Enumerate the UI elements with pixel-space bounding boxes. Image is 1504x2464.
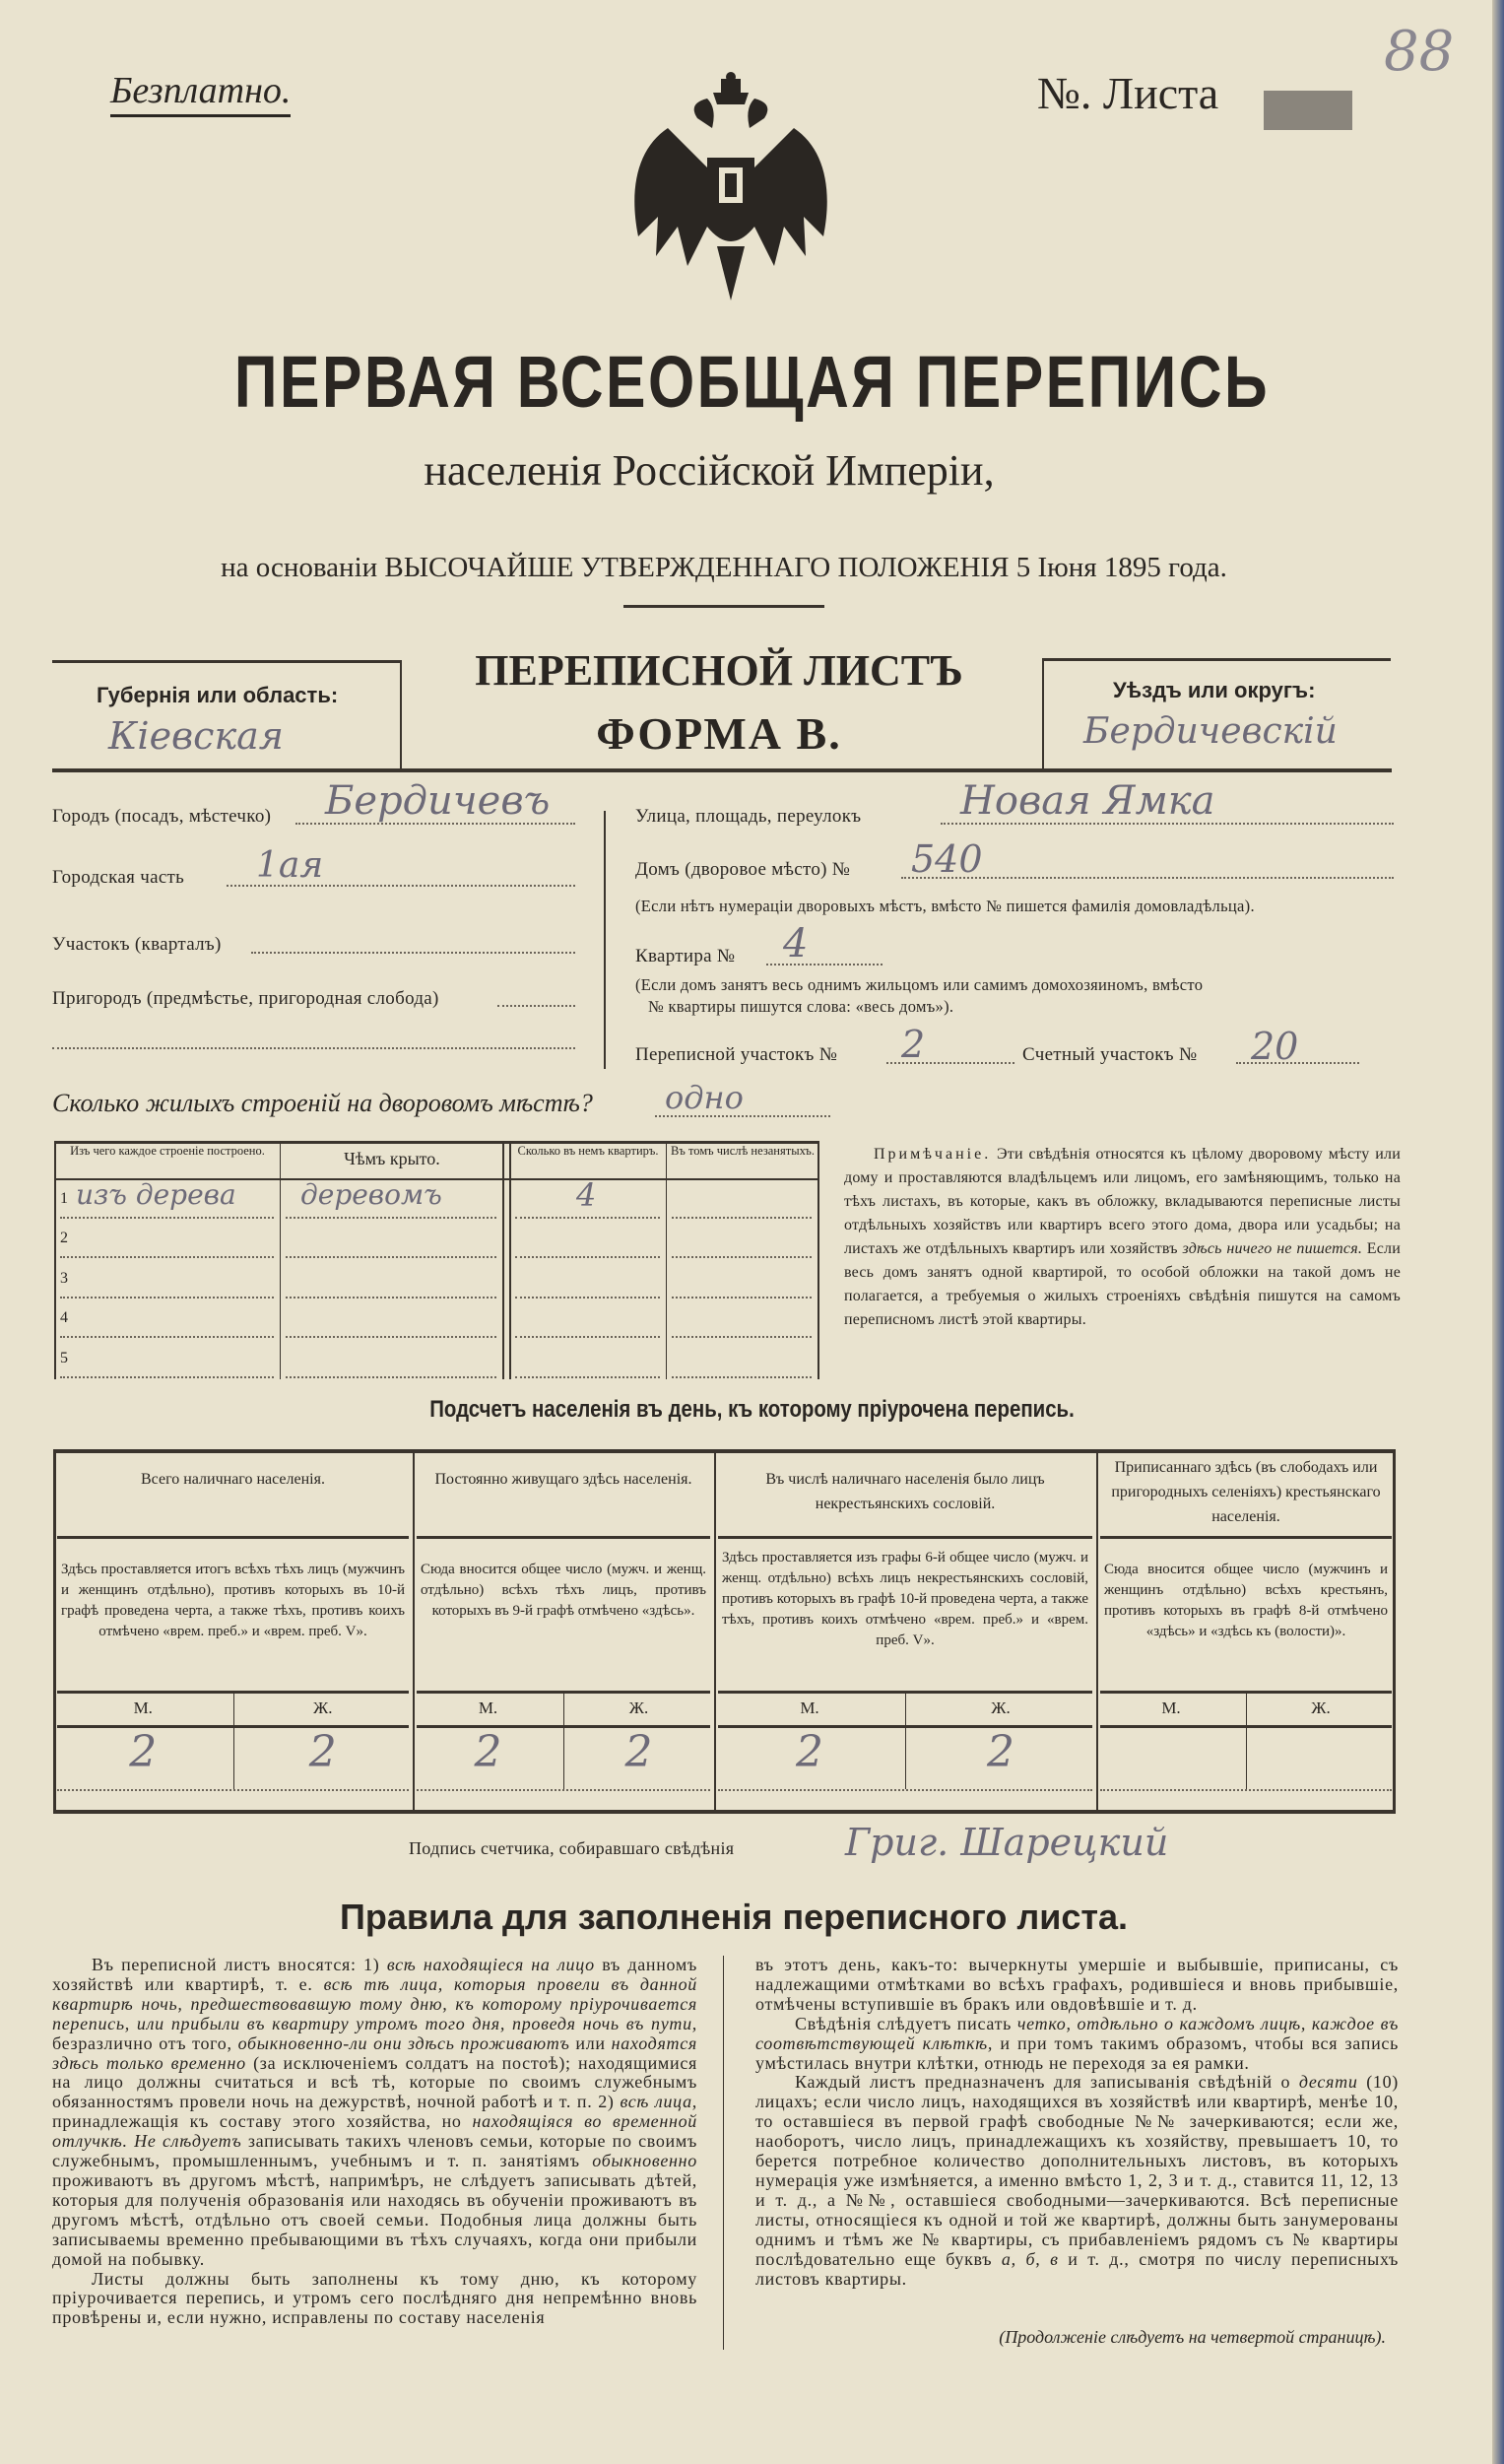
- table-row: [54, 1260, 819, 1299]
- free-label: Безплатно.: [110, 69, 291, 117]
- rules-text: Свѣдѣнія слѣдуетъ писать: [795, 2013, 1017, 2033]
- blank-field: [52, 1047, 575, 1049]
- rules-paragraph: [755, 2015, 1399, 2074]
- column-header: Всего наличнаго населенія.: [141, 1471, 325, 1488]
- rules-paragraph: [52, 1956, 697, 2270]
- note-text: Если весь домъ занятъ одной квартирой, то особой обложки на такой домъ не полагается, а требуемыя о жилыхъ строеніяхъ свѣдѣнія пишутся на самомъ переписномъ листѣ этой квартиры.: [844, 1240, 1401, 1328]
- rules-paragraph: [755, 2073, 1399, 2289]
- buildings-question: Сколько жилыхъ строеній на дворовомъ мѣстѣ?: [52, 1089, 593, 1117]
- rules-text: обыкновенно-ли они здѣсь проживаютъ: [237, 2032, 570, 2053]
- page-title: ПЕРВАЯ ВСЕОБЩАЯ ПЕРЕПИСЬ: [233, 341, 1271, 423]
- rules-text: и при томъ такимъ образомъ, чтобы вся запись умѣстилась внутри клѣтки, отнюдь не переходя за ея рамки.: [755, 2032, 1400, 2073]
- male-label: М.: [133, 1698, 153, 1717]
- rules-text: находятся здѣсь только временно: [52, 2032, 698, 2073]
- note-heading: Примѣчаніе.: [874, 1146, 992, 1163]
- box-line: [400, 660, 402, 770]
- rules-text: всѣ находящіеся на лицо: [386, 1955, 595, 1974]
- female-label: Ж.: [313, 1698, 333, 1717]
- col-apartments-header: Сколько въ немъ квартиръ.: [517, 1144, 659, 1158]
- legal-basis: на основаніи ВЫСОЧАЙШЕ УТВЕРЖДЕННАГО ПОЛОЖЕНІЯ 5 Іюня 1895 года.: [221, 552, 1227, 583]
- city-part-label: Городская часть: [52, 867, 185, 888]
- rules-continued: (Продолженіе слѣдуетъ на четвертой страницѣ).: [999, 2327, 1386, 2347]
- col-vacant-header: Въ томъ числѣ незанятыхъ.: [671, 1144, 815, 1158]
- signature-label: Подпись счетчика, собиравшаго свѣдѣнія: [409, 1838, 735, 1858]
- population-count-table: [53, 1449, 1396, 1814]
- rules-title: Правила для заполненія переписного листа.: [339, 1897, 1129, 1937]
- column-description: Сюда вносится общее число (мужчинъ и женщинъ отдѣльно) всѣхъ крестьянъ, противъ которыхъ въ графѣ 8-й отмѣчено «здѣсь» и «здѣсь къ (волости)».: [1104, 1562, 1388, 1639]
- rules-text: безразлично отъ того,: [52, 2032, 238, 2053]
- buildings-answer: одно: [665, 1079, 744, 1116]
- house-note: (Если нѣтъ нумераціи дворовыхъ мѣстъ, вмѣсто № пишется фамилія домовладѣльца).: [635, 897, 1255, 915]
- male-count: 2: [474, 1727, 502, 1777]
- box-line: [1042, 658, 1044, 770]
- col-material-header: Изъ чего каждое строеніе построено.: [70, 1144, 265, 1158]
- rules-divider: [723, 1956, 724, 2350]
- male-label: М.: [478, 1698, 498, 1717]
- column-header: Постоянно живущаго здѣсь населенія.: [434, 1471, 692, 1488]
- count-district-value: 20: [1251, 1025, 1299, 1068]
- rules-text: проживаютъ въ другомъ мѣстѣ, напримѣръ, не слѣдуетъ записывать дѣтей, которыя для полученія образованія или находясь въ обученіи проживаютъ въ другомъ мѣстѣ, отдѣльно отъ своей семьи. Подобныя лица должны быть записываемы временно пребывающими въ тѣхъ случаяхъ, когда они прибыли домой на побывку.: [52, 2169, 697, 2269]
- house-label: Домъ (дворовое мѣсто) №: [635, 859, 851, 880]
- row-number: 1: [60, 1190, 68, 1207]
- rules-text: всѣ тѣ лица, которыя провели въ данной квартирѣ ночь, предшествовавшую тому дню, къ которому пріурочивается перепись, или прибыли въ квартиру утромъ того дня, проведя ночь въ пути,: [52, 1973, 697, 2033]
- rules-text: (10) лицахъ; если число лицъ, находящихся въ хозяйствѣ или квартирѣ, менѣе 10, то оставшіеся въ первой графѣ свободные №№ зачеркиваются; если же, наоборотъ, число лицъ, принадлежащихъ къ хозяйству, превышаетъ 10, то берется потребное количество дополнительныхъ листовъ, въ которыхъ нумерація уже измѣняется, а именно вмѣсто 1, 2, 3 и т. д., ставится 11, 12, 13 и т. д., а №№, оставшіеся свободными—зачеркиваются. Всѣ переписные листы, относящіеся къ одной и той же квартирѣ, должны быть занумерованы однимъ и тѣмъ же № квартиры, съ прибавленіемъ рядомъ съ № квартиры послѣдовательно еще буквъ: [755, 2072, 1399, 2269]
- female-count: 2: [624, 1727, 653, 1777]
- apartment-note: № квартиры пишутся слова: «весь домъ»).: [648, 997, 954, 1016]
- female-count: 2: [987, 1727, 1014, 1777]
- page-subtitle: населенія Россійской Имперіи,: [424, 446, 995, 495]
- rules-text: десяти: [1298, 2072, 1358, 2093]
- rules-text: и т. д., смотря по числу переписныхъ листовъ квартиры.: [755, 2248, 1399, 2289]
- census-district-value: 2: [901, 1023, 926, 1066]
- row-number: 2: [60, 1230, 68, 1247]
- rules-text: принадлежащія къ составу этого хозяйства, но: [52, 2111, 473, 2132]
- column-header: Приписаннаго здѣсь (въ слободахъ или пригородныхъ селеніяхъ) крестьянскаго населенія.: [1111, 1459, 1381, 1525]
- district-label: Уѣздъ или округъ:: [1113, 678, 1316, 702]
- street-label: Улица, площадь, переулокъ: [635, 806, 862, 827]
- column-description: Здѣсь проставляется изъ графы 6-й общее число (мужч. и женщ. отдѣльно) всѣхъ лицъ некрестьянскихъ сословій, противъ которыхъ въ графѣ 10-й проведена черта, а также тѣхъ, противъ коихъ отмѣчено «врем. преб.» и «врем. преб. V».: [722, 1550, 1088, 1648]
- form-name: ПЕРЕПИСНОЙ ЛИСТЪ: [475, 646, 963, 695]
- female-label: Ж.: [1311, 1698, 1331, 1717]
- female-label: Ж.: [628, 1698, 649, 1717]
- rules-text: Каждый листъ предназначенъ для записыванія свѣдѣній о: [795, 2072, 1299, 2093]
- province-label: Губернія или область:: [97, 683, 339, 707]
- rules-text: Листы должны быть заполнены къ тому дню, къ которому пріурочивается перепись, и утромъ сего послѣдняго дня непремѣнно вновь провѣрены и, если нужно, исправлены по составу населенія: [52, 2268, 697, 2328]
- count-title: Подсчетъ населенія въ день, къ которому пріурочена перепись.: [429, 1396, 1075, 1423]
- suburb-label: Пригородъ (предмѣстье, пригородная слобода): [52, 988, 439, 1009]
- binding-edge: [1492, 0, 1504, 2464]
- male-count: 2: [796, 1727, 823, 1777]
- box-line: [52, 660, 401, 663]
- table-row: [54, 1299, 819, 1339]
- column-header: Въ числѣ наличнаго населенія было лицъ некрестьянскихъ сословій.: [765, 1471, 1045, 1512]
- male-count: 2: [129, 1727, 158, 1777]
- count-district-label: Счетный участокъ №: [1022, 1044, 1198, 1065]
- city-label: Городъ (посадъ, мѣстечко): [52, 806, 272, 827]
- rules-right-column: [755, 1956, 1399, 2289]
- rules-text: Въ переписной листъ вносятся: 1): [92, 1955, 387, 1974]
- rules-text: (за исключеніемъ солдатъ на постоѣ); находящимися на лицо должны считаться и всѣ тѣ, которые по своимъ служебнымъ обязанностямъ провели ночь на дежурствѣ, ночной работѣ и т. п. 2): [52, 2052, 697, 2112]
- row-number: 4: [60, 1309, 68, 1327]
- address-divider: [604, 811, 606, 1069]
- rules-text: находящіяся во временной отлучкѣ. Не слѣдуетъ: [52, 2111, 697, 2152]
- rules-text: а, б, в: [1001, 2248, 1059, 2269]
- apartment-value: 4: [783, 921, 809, 966]
- city-value: Бердичевъ: [325, 778, 551, 824]
- column-description: Сюда вносится общее число (мужч. и женщ. отдѣльно) всѣхъ тѣхъ лицъ, противъ которыхъ въ 9-й графѣ отмѣчено «здѣсь».: [421, 1562, 706, 1619]
- street-value: Новая Ямка: [960, 778, 1215, 824]
- archive-number: 88: [1384, 20, 1455, 84]
- material-value: изъ дерева: [76, 1178, 236, 1211]
- rules-paragraph: [755, 1956, 1399, 2015]
- table-row: [54, 1220, 819, 1259]
- sheet-number-redacted: [1264, 91, 1352, 130]
- suburb-field: [497, 1005, 575, 1007]
- province-value: Кіевская: [108, 714, 284, 758]
- city-part-value: 1ая: [256, 845, 324, 886]
- imperial-eagle-emblem: [619, 69, 843, 305]
- rules-text: четко, отдѣльно о каждомъ лицѣ, каждое въ соотвѣтствующей клѣткѣ,: [755, 2013, 1399, 2053]
- row-number: 3: [60, 1269, 68, 1287]
- rules-left-column: [52, 1956, 697, 2328]
- rules-text: обыкновенно: [592, 2151, 697, 2171]
- apartments-value: 4: [576, 1176, 597, 1214]
- box-line: [1042, 658, 1391, 661]
- signature-value: Григ. Шарецкий: [845, 1821, 1169, 1864]
- rules-text: въ данномъ хозяйствѣ или квартирѣ, т. е.: [52, 1955, 697, 1994]
- form-type: ФОРМА В.: [596, 708, 842, 759]
- rules-text: записывать такихъ членовъ семьи, которые по своимъ служебнымъ, промышленнымъ, учебнымъ и т. п. занятіямъ: [52, 2131, 697, 2171]
- column-description: Здѣсь проставляется итогъ всѣхъ тѣхъ лицъ (мужчинъ и женщинъ отдѣльно), противъ которыхъ въ 10-й графѣ проведена черта, а также тѣхъ, противъ коихъ отмѣчено «врем. преб.» и «врем. преб. V».: [61, 1562, 405, 1639]
- buildings-note: [844, 1143, 1401, 1332]
- census-district-label: Переписной участокъ №: [635, 1044, 838, 1065]
- male-label: М.: [1161, 1698, 1181, 1717]
- apartment-note: (Если домъ занятъ весь однимъ жильцомъ или самимъ домохозяиномъ, вмѣсто: [635, 975, 1204, 994]
- female-label: Ж.: [991, 1698, 1011, 1717]
- roof-value: деревомъ: [300, 1178, 442, 1211]
- rules-text: всѣ лица,: [620, 2092, 697, 2112]
- divider: [623, 605, 824, 608]
- rules-text: или: [569, 2032, 612, 2053]
- table-row: [54, 1176, 819, 1220]
- precinct-label: Участокъ (кварталъ): [52, 934, 222, 955]
- house-value: 540: [911, 837, 983, 881]
- district-value: Бердичевскій: [1083, 711, 1338, 752]
- buildings-table: [54, 1141, 819, 1379]
- apartment-label: Квартира №: [635, 946, 736, 966]
- note-text: здѣсь ничего не пишется.: [1182, 1240, 1363, 1257]
- female-count: 2: [308, 1727, 337, 1777]
- sheet-number-label: №. Листа: [1037, 68, 1219, 118]
- box-line: [52, 768, 1392, 772]
- rules-text: въ этотъ день, какъ-то: вычеркнуты умершіе и выбывшіе, приписаны, съ надлежащими отмѣтками во всѣхъ графахъ, родившіеся и вновь прибывшіе, отмѣчены вступившіе въ бракъ или овдовѣвшіе и т. д.: [755, 1955, 1399, 2014]
- note-text: Эти свѣдѣнія относятся къ цѣлому дворовому мѣсту или дому и проставляются владѣльцемъ или лицомъ, его замѣняющимъ, только на тѣхъ листахъ, въ которые, какъ въ обложку, вкладываются переписные листы отдѣльныхъ хозяйствъ или квартиръ всего этого дома, двора или усадьбы; на листахъ же отдѣльныхъ квартиръ или хозяйствъ: [844, 1146, 1401, 1257]
- male-label: М.: [800, 1698, 819, 1717]
- table-row: [54, 1340, 819, 1379]
- precinct-field: [251, 952, 575, 954]
- row-number: 5: [60, 1349, 68, 1366]
- col-roof-header: Чѣмъ крыто.: [344, 1149, 440, 1168]
- rules-paragraph: [52, 2270, 697, 2329]
